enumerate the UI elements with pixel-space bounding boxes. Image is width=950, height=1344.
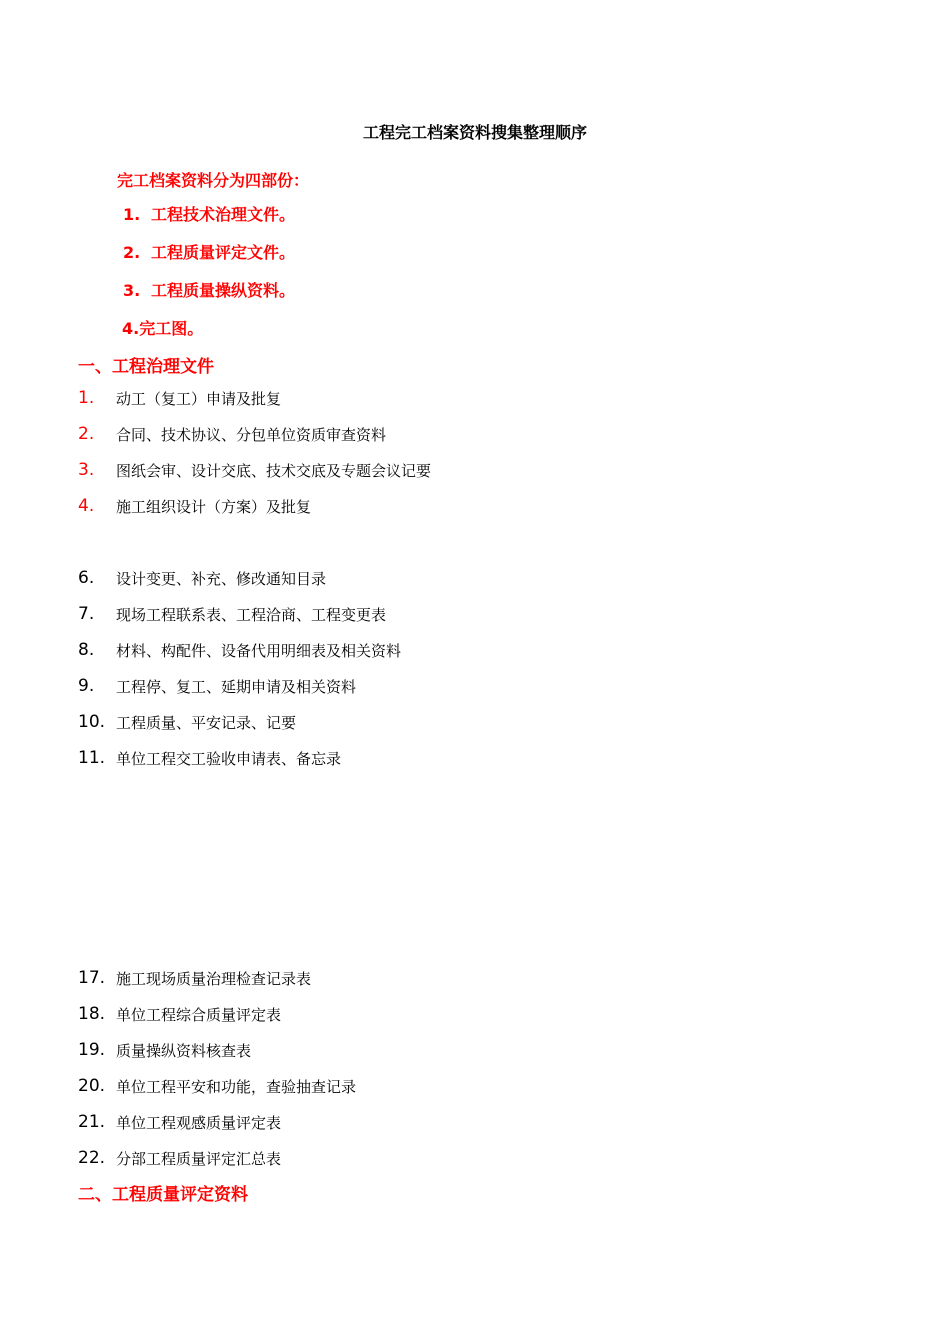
section-heading-quality: 二、工程质量评定资料 [78,1185,248,1205]
item-text: 单位工程交工验收申请表、备忘录 [116,749,342,768]
item-text: 施工组织设计（方案）及批复 [116,497,312,516]
list-item [78,1146,281,1170]
part-number: 1. [123,205,141,224]
list-item [78,602,386,626]
item-text: 设计变更、补充、修改通知目录 [116,569,327,588]
part-text: 工程质量评定文件。 [151,243,296,262]
list-item [78,674,356,698]
item-text: 合同、技术协议、分包单位资质审查资料 [116,425,387,444]
list-item [78,458,431,482]
section-heading-management: 一、工程治理文件 [78,357,214,377]
item-number: 21. [78,1112,106,1132]
part-number: 2. [123,243,141,262]
item-text: 工程停、复工、延期申请及相关资料 [116,677,357,696]
item-text: 分部工程质量评定汇总表 [116,1149,282,1168]
item-text: 单位工程综合质量评定表 [116,1005,282,1024]
part-text: 工程技术治理文件。 [151,205,296,224]
intro-heading: 完工档案资料分为四部份： [117,171,310,190]
item-text: 动工（复工）申请及批复 [116,389,282,408]
item-number: 9. [78,676,95,696]
item-text: 单位工程观感质量评定表 [116,1113,282,1132]
list-item [78,638,401,662]
list-item [78,746,341,770]
list-item [78,710,296,734]
item-number: 7. [78,604,95,624]
item-text: 单位工程平安和功能，查验抽查记录 [116,1077,357,1096]
item-number: 4. [78,496,95,516]
part-number: 3. [123,281,141,300]
list-item [78,566,326,590]
document-title: 工程完工档案资料搜集整理顺序 [362,123,587,142]
list-item [78,386,281,410]
item-number: 8. [78,640,95,660]
list-item [78,1038,251,1062]
item-number: 18. [78,1004,106,1024]
item-number: 2. [78,424,95,444]
item-number: 19. [78,1040,106,1060]
item-number: 11. [78,748,106,768]
item-text: 现场工程联系表、工程洽商、工程变更表 [116,605,387,624]
item-text: 材料、构配件、设备代用明细表及相关资料 [116,641,402,660]
item-number: 17. [78,968,106,988]
list-item [78,966,311,990]
item-text: 图纸会审、设计交底、技术交底及专题会议记要 [116,461,432,480]
item-text: 工程质量、平安记录、记要 [116,713,297,732]
item-number: 20. [78,1076,106,1096]
part-text: 工程质量操纵资料。 [151,281,296,300]
part-item-2 [123,240,295,263]
part-item-3 [123,278,295,301]
list-item [78,422,386,446]
list-item [78,1074,356,1098]
item-number: 1. [78,388,95,408]
part-item-1 [123,202,295,225]
part-item-4: 4.完工图。 [122,319,204,338]
item-number: 10. [78,712,106,732]
item-number: 3. [78,460,95,480]
item-number: 6. [78,568,95,588]
list-item [78,1002,281,1026]
list-item [78,494,311,518]
item-number: 22. [78,1148,106,1168]
item-text: 质量操纵资料核查表 [116,1041,252,1060]
item-text: 施工现场质量治理检查记录表 [116,969,312,988]
list-item [78,1110,281,1134]
